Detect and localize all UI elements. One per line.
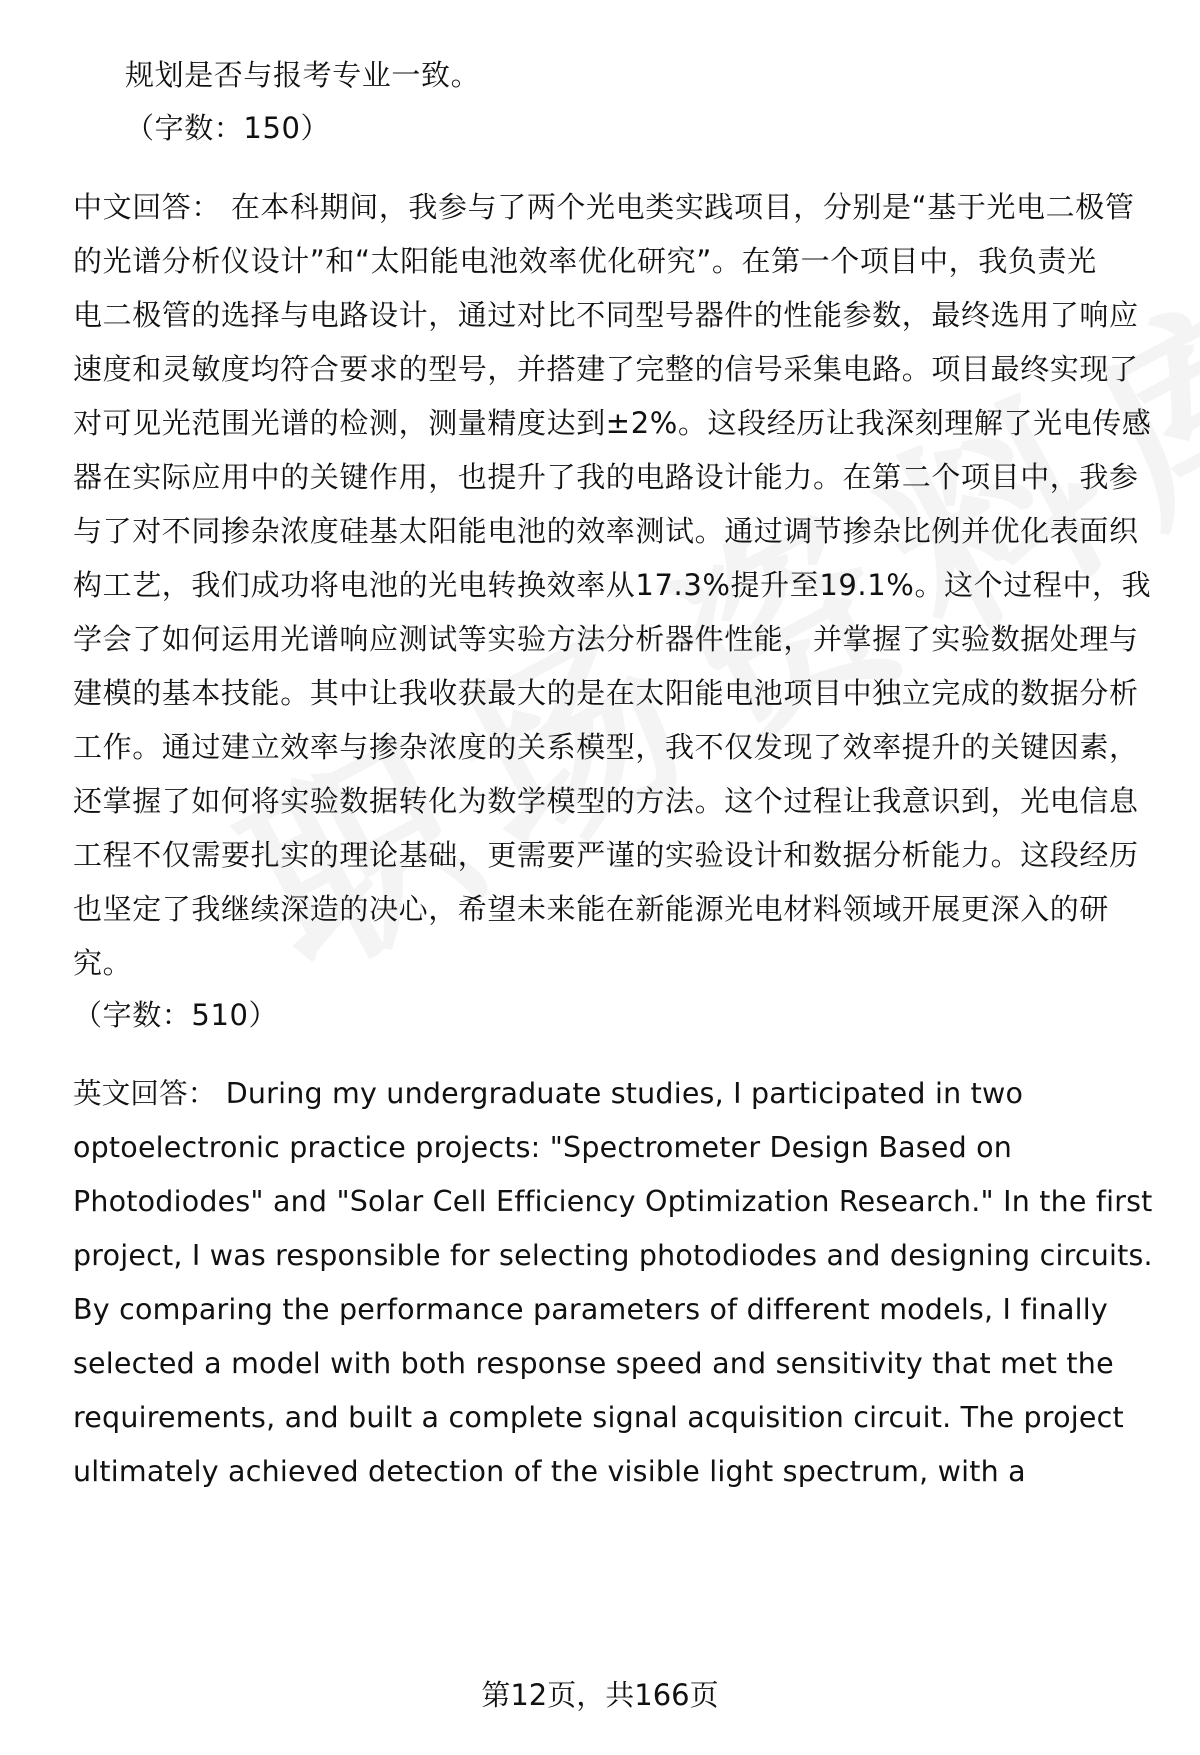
zh-answer-line: 速度和灵敏度均符合要求的型号，并搭建了完整的信号采集电路。项目最终实现了 xyxy=(73,352,1139,386)
en-answer-line: optoelectronic practice projects: "Spectrometer Design Based on xyxy=(73,1131,1013,1164)
zh-answer-line: 也坚定了我继续深造的决心，希望未来能在新能源光电材料领域开展更深入的研 xyxy=(73,892,1110,926)
zh-answer-line: 与了对不同掺杂浓度硅基太阳能电池的效率测试。通过调节掺杂比例并优化表面织 xyxy=(73,514,1139,548)
zh-answer-line: 中文回答： 在本科期间，我参与了两个光电类实践项目，分别是“基于光电二极管 xyxy=(73,190,1135,224)
en-answer-line: selected a model with both response speed and sensitivity that met the xyxy=(73,1347,1114,1380)
zh-answer-line: 器在实际应用中的关键作用，也提升了我的电路设计能力。在第二个项目中，我参 xyxy=(73,460,1139,494)
page-number: 第12页，共166页 xyxy=(481,1678,719,1712)
zh-answer-line: 究。 xyxy=(73,946,133,980)
en-answer-line: project, I was responsible for selecting photodiodes and designing circuits. xyxy=(73,1239,1153,1272)
zh-answer-line: 工程不仅需要扎实的理论基础，更需要严谨的实验设计和数据分析能力。这段经历 xyxy=(73,838,1139,872)
zh-answer-line: 电二极管的选择与电路设计，通过对比不同型号器件的性能参数，最终选用了响应 xyxy=(73,298,1139,332)
zh-answer-line: 对可见光范围光谱的检测，测量精度达到±2%。这段经历让我深刻理解了光电传感 xyxy=(73,406,1152,440)
zh-answer-line: 的光谱分析仪设计”和“太阳能电池效率优化研究”。在第一个项目中，我负责光 xyxy=(73,244,1097,278)
en-answer-line: Photodiodes" and "Solar Cell Efficiency Optimization Research." In the first xyxy=(73,1185,1153,1218)
intro-line: 规划是否与报考专业一致。 xyxy=(125,58,481,92)
en-answer-line: ultimately achieved detection of the visible light spectrum, with a xyxy=(73,1455,1026,1488)
en-answer-line: requirements, and built a complete signal acquisition circuit. The project xyxy=(73,1401,1124,1434)
zh-answer-line: 构工艺，我们成功将电池的光电转换效率从17.3%提升至19.1%。这个过程中，我 xyxy=(73,568,1152,602)
zh-answer-line: 建模的基本技能。其中让我收获最大的是在太阳能电池项目中独立完成的数据分析 xyxy=(73,676,1139,710)
zh-answer-line: 还掌握了如何将实验数据转化为数学模型的方法。这个过程让我意识到，光电信息 xyxy=(73,784,1139,818)
zh-word-count: （字数：510） xyxy=(73,998,279,1032)
en-answer-line: 英文回答： During my undergraduate studies, I participated in two xyxy=(73,1077,1024,1110)
en-answer-line: By comparing the performance parameters of different models, I finally xyxy=(73,1293,1108,1326)
zh-answer-line: 工作。通过建立效率与掺杂浓度的关系模型，我不仅发现了效率提升的关键因素， xyxy=(73,730,1139,764)
intro-word-count: （字数：150） xyxy=(125,111,331,145)
zh-answer-line: 学会了如何运用光谱响应测试等实验方法分析器件性能，并掌握了实验数据处理与 xyxy=(73,622,1139,656)
